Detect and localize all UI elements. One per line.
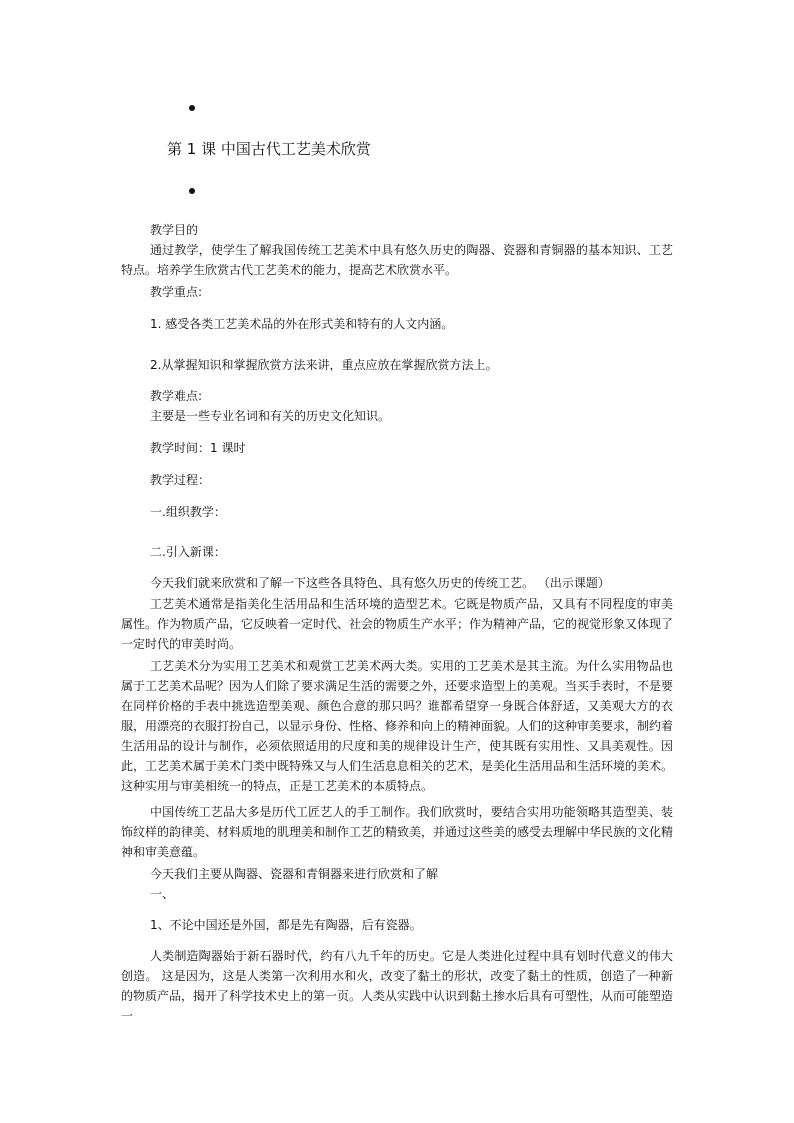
step-intro: 二.引入新课：	[150, 545, 226, 559]
process-heading: 教学过程：	[150, 473, 211, 487]
key-heading: 教学重点:	[150, 285, 203, 299]
step-organize: 一.组织教学：	[150, 505, 226, 519]
difficulty-heading: 教学难点:	[150, 389, 203, 403]
key-point-1: 1. 感受各类工艺美术品的外在形式美和特有的人文内涵。	[150, 317, 454, 331]
goal-paragraph: 通过教学，使学生了解我国传统工艺美术中具有悠久历史的陶器、瓷器和青铜器的基本知识、工艺特点。培养学生欣赏古代工艺美术的能力，提高艺术欣赏水平。	[121, 243, 673, 277]
time-label: 教学时间：1 课时	[150, 441, 246, 455]
paragraph-appreciation: 中国传统工艺品大多是历代工匠艺人的手工制作。我们欣赏时，要结合实用功能领略其造型美、装饰纹样的韵律美、材料质地的肌理美和制作工艺的精致美，并通过这些美的感受去理解中华民族的文化精神和审美意蕴。	[121, 805, 674, 859]
paragraph-pottery: 人类制造陶器始于新石器时代，约有八九千年的历史。它是人类进化过程中具有划时代意义的伟大创造。 这是因为，这是人类第一次利用水和火，改变了黏土的形状，改变了黏土的性质，创造了一种新的物质产品，揭开了科学技术史上的第一页。人类从实践中认识到黏土掺水后具有可塑性，从而可能塑造一	[121, 949, 674, 1023]
bullet-icon	[189, 188, 195, 194]
key-point-2: 2.从掌握知识和掌握欣赏方法来讲，重点应放在掌握欣赏方法上。	[150, 358, 498, 372]
intro-line: 今天我们就来欣赏和了解一下这些各具特色、具有悠久历史的传统工艺。 （出示课题）	[150, 576, 610, 590]
goal-heading: 教学目的	[150, 223, 199, 237]
section-one-marker: 一、	[150, 887, 175, 901]
difficulty-text: 主要是一些专业名词和有关的历史文化知识。	[150, 409, 391, 423]
lesson-title: 第 1 课 中国古代工艺美术欣赏	[167, 140, 371, 158]
bullet-icon	[189, 105, 195, 111]
today-line: 今天我们主要从陶器、瓷器和青铜器来进行欣赏和了解	[150, 867, 439, 881]
point-1: 1、不论中国还是外国，都是先有陶器，后有瓷器。	[150, 918, 422, 932]
paragraph-definition: 工艺美术通常是指美化生活用品和生活环境的造型艺术。它既是物质产品，又具有不同程度的审美属性。作为物质产品，它反映着一定时代、社会的物质生产水平；作为精神产品，它的视觉形象又体现了一定时代的审美时尚。	[121, 597, 674, 651]
paragraph-categories: 工艺美术分为实用工艺美术和观赏工艺美术两大类。实用的工艺美术是其主流。为什么实用物品也属于工艺美术品呢？因为人们除了要求满足生活的需要之外，还要求造型上的美观。当买手表时，不是要在同样价格的手表中挑选造型美观、颜色合意的那只吗？谁都希望穿一身既合体舒适，又美观大方的衣服，用漂亮的衣服打扮自己，以显示身份、性格、修养和向上的精神面貌。人们的这种审美要求，制约着生活用品的设计与制作，必须依照适用的尺度和美的规律设计生产，使其既有实用性、又具美观性。因此，工艺美术属于美术门类中既特殊又与人们生活息息相关的艺术，是美化生活用品和生活环境的美术。 这种实用与审美相统一的特点，正是工艺美术的本质特点。	[121, 659, 674, 793]
